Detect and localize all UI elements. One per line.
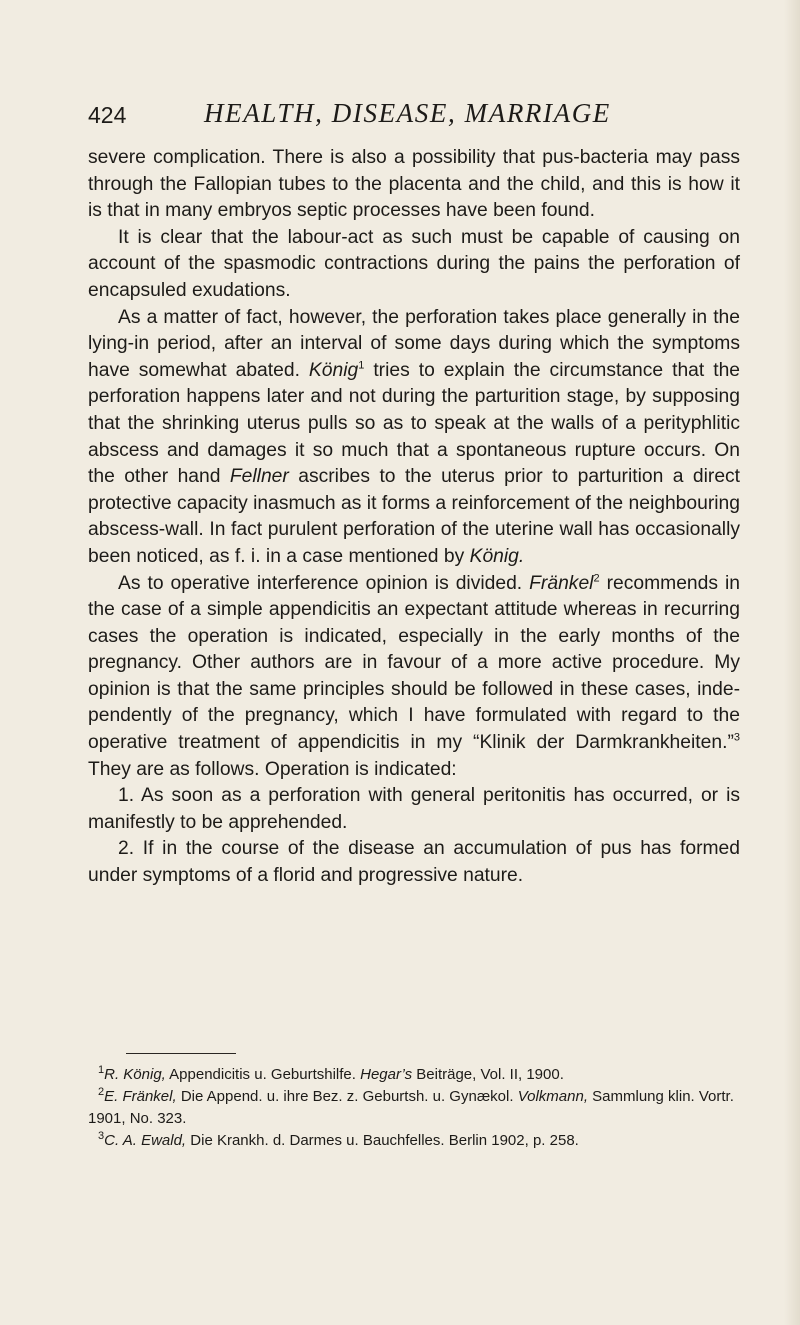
footnote-author: C. A. Ewald, xyxy=(104,1132,187,1149)
author-name: Fellner xyxy=(229,466,289,488)
paragraph xyxy=(88,305,740,571)
footnote xyxy=(88,1086,740,1130)
footnote-mark: 2 xyxy=(98,1086,105,1098)
list-item: 1. As soon as a perforation with general peritonitis has occurred, or is manifestly to be apprehended. xyxy=(88,785,740,833)
text-run: ascribes to the uterus prior to parturition a direct protective capacity inasmuch as it forms a reinforcement of the neighbouring abscess-wall. In fact purulent perforation of the uterine wall has occasionally been noticed, as f. i. in a case mentioned by xyxy=(88,466,741,567)
paragraph: It is clear that the labour-act as such must be capable of causing on account of the spasmodic contractions during the pains the perforation of encapsuled exudations. xyxy=(88,226,740,301)
footnote-reference: 2 xyxy=(593,572,600,585)
footnote-journal: Hegar’s xyxy=(360,1066,413,1083)
footnote-author: R. König, xyxy=(104,1066,166,1083)
text-run: They are as follows. Operation is indicated: xyxy=(88,758,457,780)
footnote-mark: 3 xyxy=(98,1130,105,1142)
footnote-journal: Volkmann, xyxy=(517,1088,588,1105)
list-item: 2. If in the course of the disease an accumulation of pus has formed under symptoms of a florid and progressive nature. xyxy=(88,838,740,887)
footnote-mark: 1 xyxy=(98,1064,105,1076)
author-name: Fränkel xyxy=(529,572,594,594)
footnote-text: Die Krankh. d. Darmes u. Bauchfelles. Berlin 1902, p. 258. xyxy=(190,1132,579,1149)
footnote xyxy=(88,1064,740,1086)
footnote-author: E. Fränkel, xyxy=(104,1088,177,1105)
text-run: tries to explain the circumstance that the perforation happens later and not during the parturition stage, by supposing that the shrinking uterus pulls so as to speak at the walls of a perityphlitic abscess and damages it so much that a spontaneous rupture occurs. On the other hand xyxy=(88,359,741,488)
footnote-text: Die Append. u. ihre Bez. z. Geburtsh. u. Gynækol. xyxy=(180,1088,514,1105)
page-header xyxy=(88,98,748,134)
footnote-text: Beiträge, Vol. II, 1900. xyxy=(416,1066,564,1083)
footnote xyxy=(88,1130,740,1152)
footnote-reference: 1 xyxy=(358,359,365,372)
footnote-reference: 3 xyxy=(733,731,740,744)
author-name: König xyxy=(308,359,359,381)
footnote-text: Sammlung klin. Vortr. 1901, No. 323. xyxy=(88,1088,734,1127)
page-edge-shadow xyxy=(784,0,800,1325)
paragraph: severe complication. There is also a possibility that pus-bacteria may pass through the Fallopian tubes to the placenta and the child, and this is how it is that in many embryos septic processes have been found. xyxy=(88,147,740,222)
running-title: HEALTH, DISEASE, MARRIAGE xyxy=(204,98,611,128)
footnotes xyxy=(88,1064,740,1152)
page-number: 424 xyxy=(88,102,127,128)
text-run: recommends in the case of a simple appendicitis an expectant attitude whereas in recurring cases the operation is indicated, especially in the early months of the pregnancy. Other authors are in favour of a more active procedure. My opinion is that the same principles should be followed in these cases, inde-pendently of the pregnancy, which I have formulated with regard to the operative treatment of appendicitis in my “Klinik der Darmkrankheiten.” xyxy=(88,572,740,754)
body-text xyxy=(88,145,740,890)
text-run: As to operative interference opinion is divided. xyxy=(118,572,523,594)
footnote-text: Appendicitis u. Geburtshilfe. xyxy=(169,1066,356,1083)
paragraph xyxy=(88,571,740,784)
author-name: König. xyxy=(469,545,525,567)
text-run: As a matter of fact, however, the perforation takes place generally in the lying-in period, after an interval of some days during which the symptoms have somewhat abated. xyxy=(88,306,740,381)
footnote-divider xyxy=(126,1053,236,1054)
